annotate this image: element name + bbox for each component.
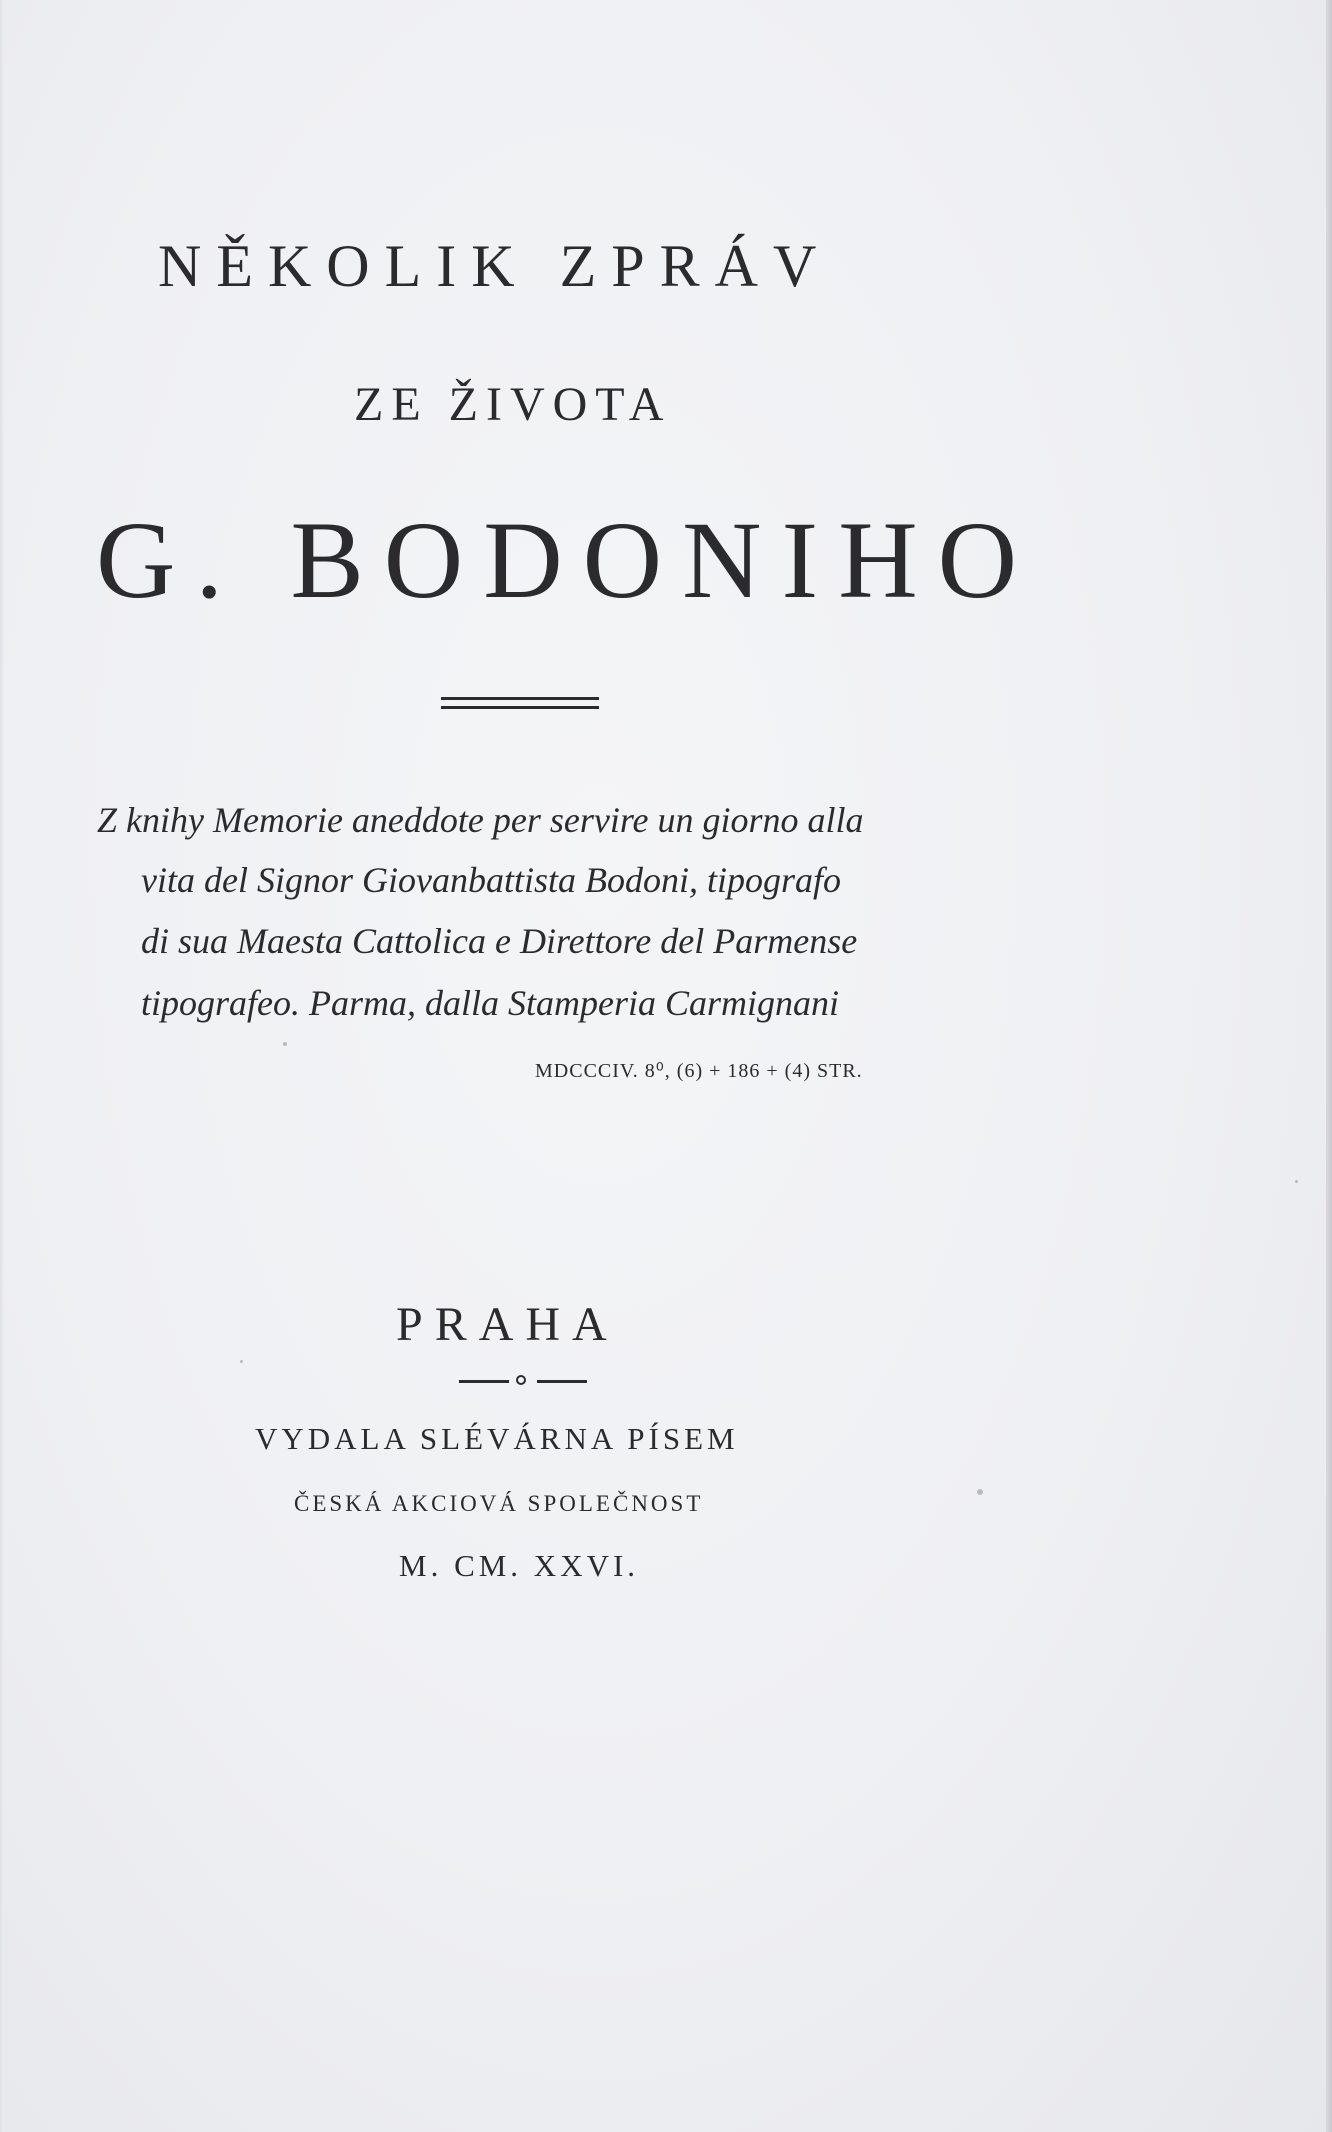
source-line-1: Z knihy Memorie aneddote per servire un giorno alla: [97, 800, 864, 840]
imprint-publisher: VYDALA SLÉVÁRNA PÍSEM: [255, 1421, 739, 1456]
imprint-year: M. CM. XXVI.: [399, 1548, 640, 1583]
title-line-1: NĚKOLIK ZPRÁV: [158, 233, 832, 299]
ornament-right-bar: [537, 1380, 587, 1383]
title-line-3: G. BODONIHO: [96, 499, 1038, 621]
bibliographic-note: MDCCCIV. 8⁰, (6) + 186 + (4) STR.: [535, 1060, 863, 1082]
page-right-edge: [1326, 0, 1332, 2132]
imprint-city: PRAHA: [396, 1298, 619, 1351]
ornament-divider: [459, 1374, 587, 1388]
source-line-2: vita del Signor Giovanbattista Bodoni, tipografo: [141, 860, 841, 900]
paper-speck: [283, 1042, 287, 1046]
ornament-left-bar: [459, 1380, 509, 1383]
title-line-2: ZE ŽIVOTA: [354, 378, 672, 431]
paper-speck: [240, 1360, 243, 1363]
paper-speck: [1295, 1180, 1298, 1183]
page-left-edge: [0, 0, 4, 2132]
double-rule-divider: [441, 697, 599, 709]
source-line-3: di sua Maesta Cattolica e Direttore del Parmense: [141, 921, 858, 961]
ornament-circle-icon: [516, 1375, 526, 1385]
imprint-company: ČESKÁ AKCIOVÁ SPOLEČNOST: [294, 1491, 704, 1516]
paper-speck: [977, 1489, 983, 1495]
source-line-4: tipografeo. Parma, dalla Stamperia Carmignani: [141, 983, 840, 1023]
